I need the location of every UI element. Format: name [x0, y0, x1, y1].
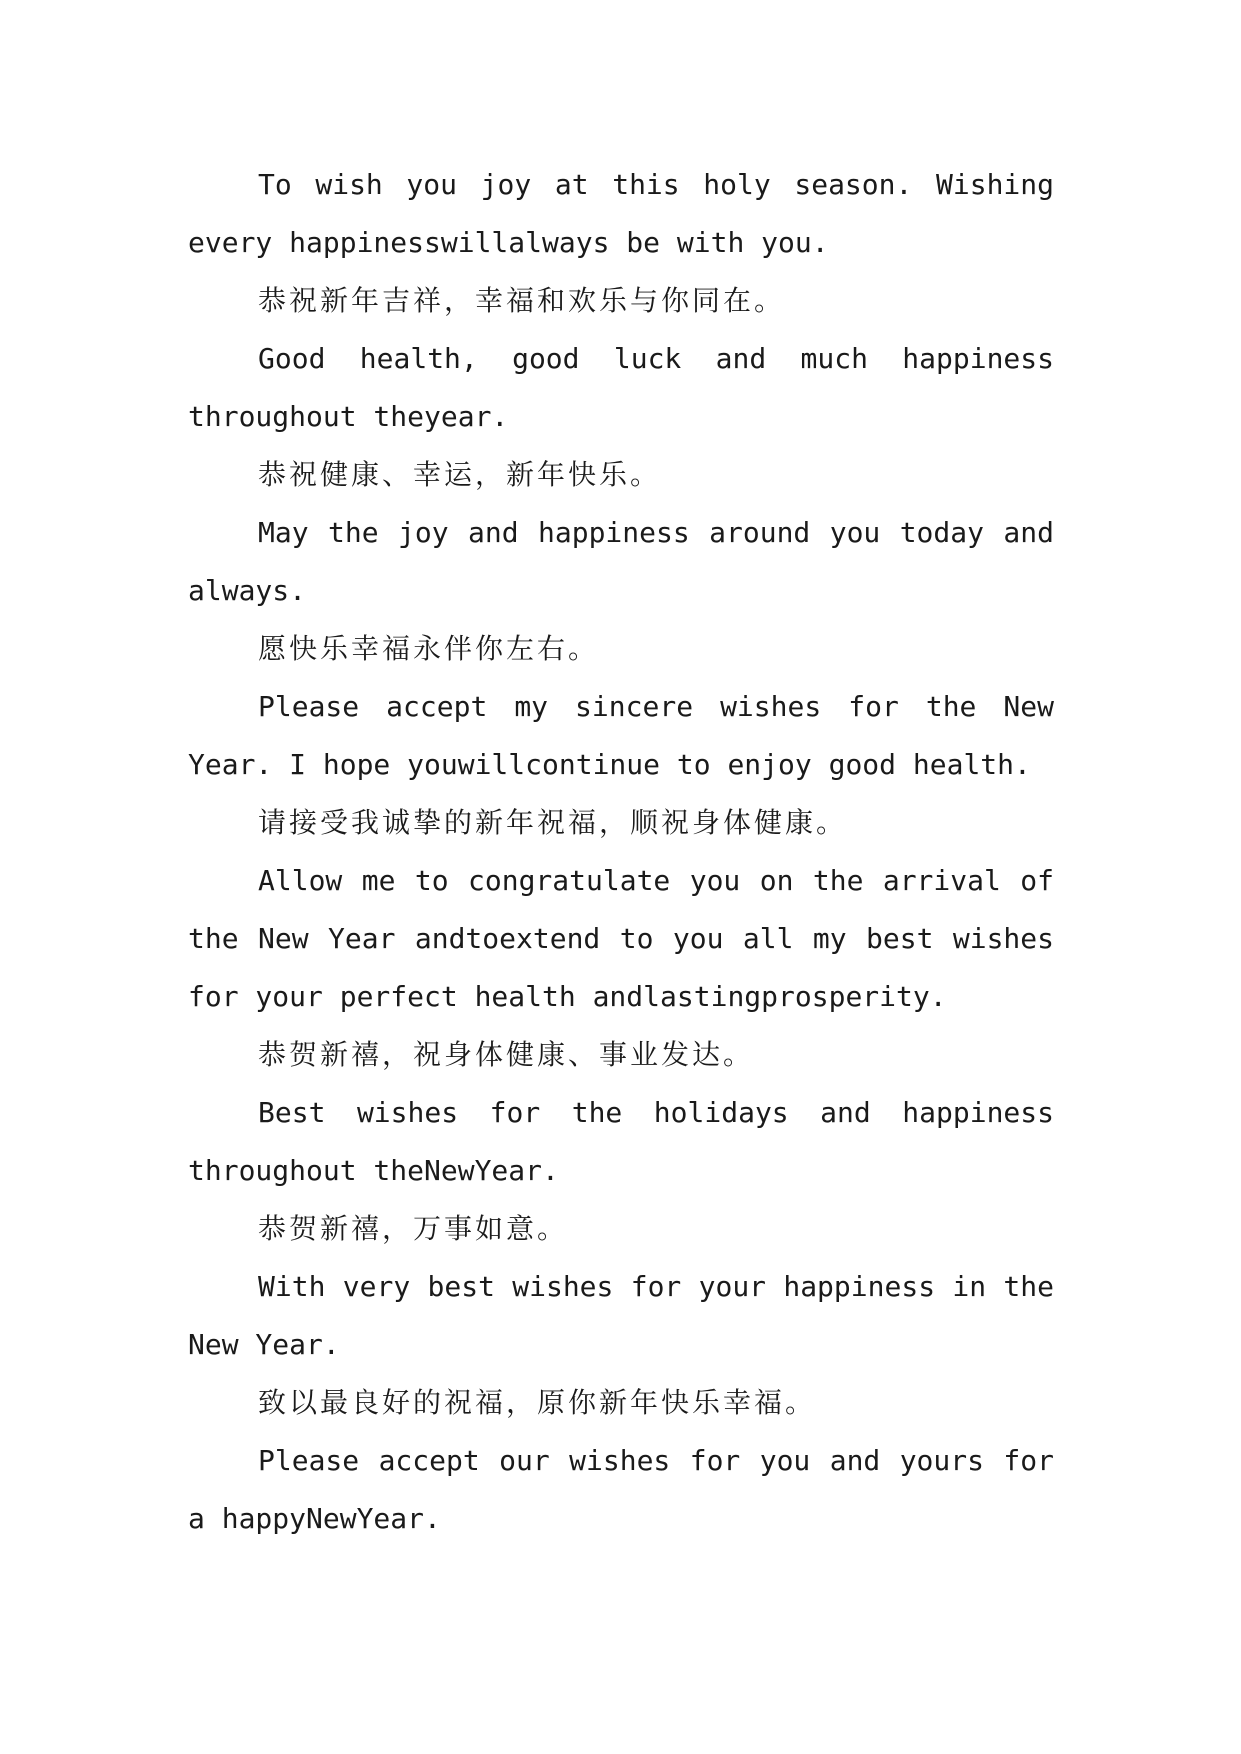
paragraph-holidays-cn: 恭贺新禧，万事如意。 [258, 1212, 569, 1245]
paragraph-wish-joy-en: To wish you joy at this holy season. Wishing every happinesswillalways be with you. [188, 168, 1054, 259]
paragraph-wish-joy-cn: 恭祝新年吉祥，幸福和欢乐与你同在。 [258, 284, 786, 317]
paragraph-congratulate-en: Allow me to congratulate you on the arrival of the New Year andtoextend to you all my best wishes for your perfect health andlastingprosperity. [188, 864, 1054, 1013]
paragraph-very-best-cn: 致以最良好的祝福，原你新年快乐幸福。 [258, 1386, 817, 1419]
paragraph-may-joy-en: May the joy and happiness around you today and always. [188, 516, 1054, 607]
paragraph-sincere-wishes-cn: 请接受我诚挚的新年祝福，顺祝身体健康。 [258, 806, 848, 839]
paragraph-good-health-en: Good health, good luck and much happiness throughout theyear. [188, 342, 1054, 433]
paragraph-may-joy-cn: 愿快乐幸福永伴你左右。 [258, 632, 600, 665]
paragraph-congratulate-cn: 恭贺新禧，祝身体健康、事业发达。 [258, 1038, 755, 1071]
paragraph-good-health-cn: 恭祝健康、幸运，新年快乐。 [258, 458, 662, 491]
paragraph-holidays-en: Best wishes for the holidays and happiness throughout theNewYear. [188, 1096, 1054, 1187]
document-body [188, 156, 1054, 1548]
paragraph-sincere-wishes-en: Please accept my sincere wishes for the New Year. I hope youwillcontinue to enjoy good health. [188, 690, 1054, 781]
paragraph-very-best-en: With very best wishes for your happiness in the New Year. [188, 1270, 1054, 1361]
paragraph-accept-wishes-en: Please accept our wishes for you and yours for a happyNewYear. [188, 1444, 1054, 1535]
